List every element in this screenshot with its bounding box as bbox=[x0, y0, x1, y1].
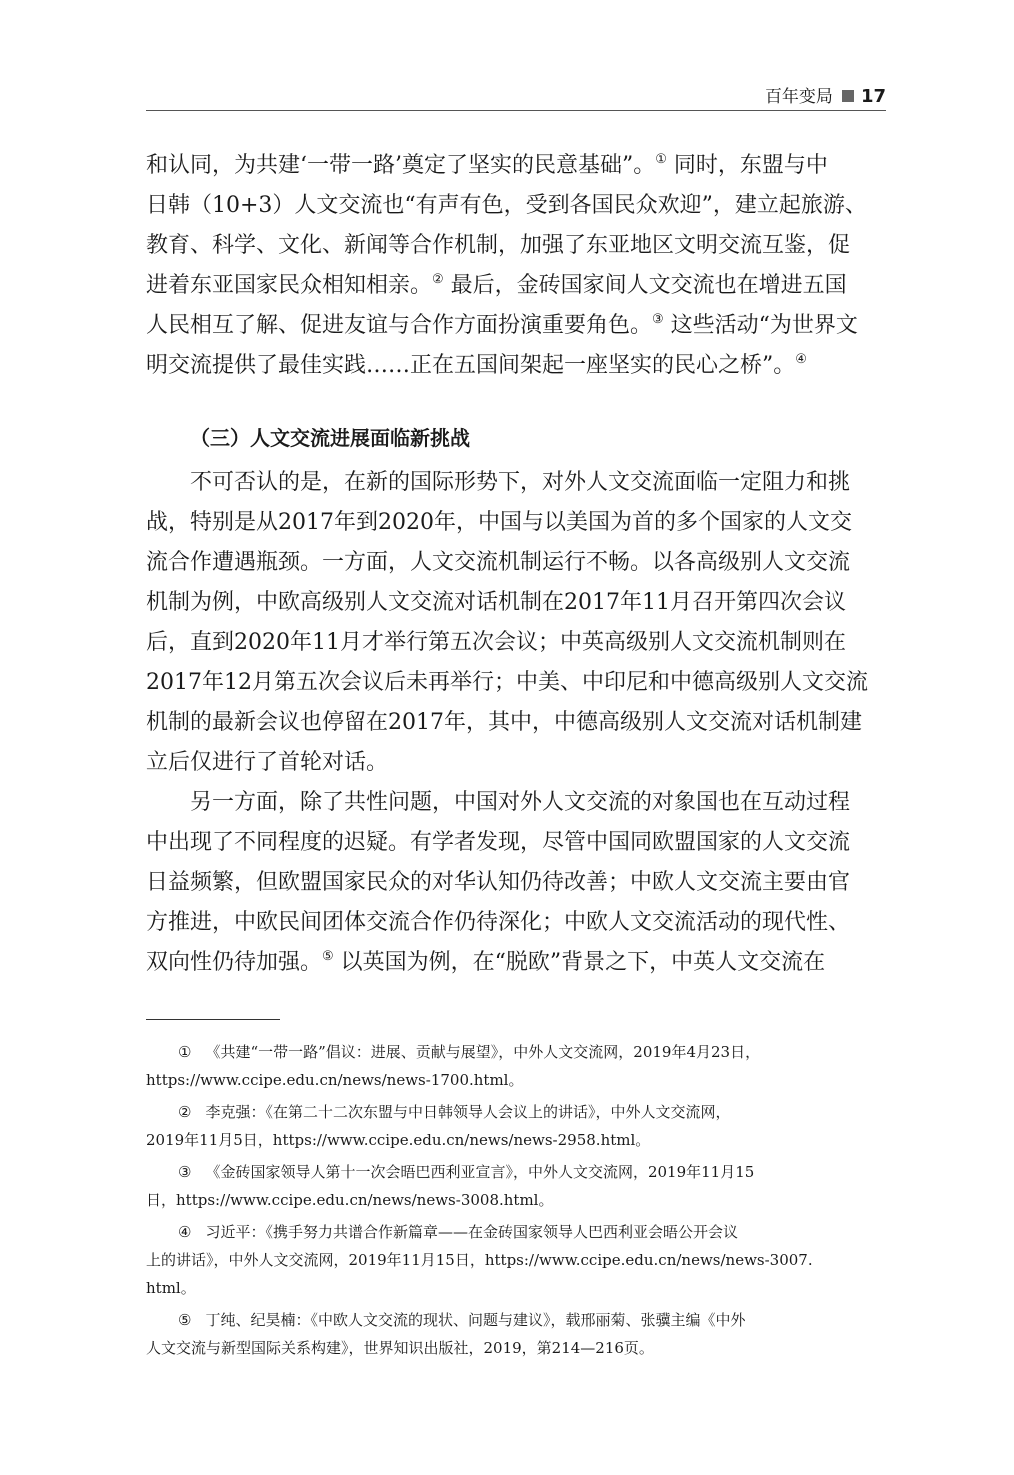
text-line bbox=[146, 266, 886, 306]
footnote-line bbox=[146, 1098, 886, 1126]
footnote-1 bbox=[146, 1038, 886, 1094]
line-text: 立后仅进行了首轮对话。 bbox=[146, 750, 389, 775]
line-text: 中出现了不同程度的迟疑。有学者发现，尽管中国同欧盟国家的人文交流 bbox=[146, 830, 851, 855]
footnote-link[interactable]: https://www.ccipe.edu.cn/news/news-1700.html。 bbox=[146, 1071, 524, 1089]
footnote-link[interactable]: 2019年11月5日，https://www.ccipe.edu.cn/news/news-2958.html。 bbox=[146, 1131, 651, 1149]
page-number: 17 bbox=[860, 86, 886, 107]
text-line bbox=[146, 743, 886, 783]
footnote-line bbox=[146, 1066, 886, 1094]
section-heading: （三）人文交流进展面临新挑战 bbox=[190, 426, 470, 450]
paragraph-2 bbox=[146, 463, 886, 783]
text-line bbox=[146, 306, 886, 346]
footnote-4 bbox=[146, 1218, 886, 1302]
line-text: 流合作遭遇瓶颈。一方面，人文交流机制运行不畅。以各高级别人文交流 bbox=[146, 550, 851, 575]
text-line bbox=[146, 463, 886, 503]
line-text: 教育、科学、文化、新闻等合作机制，加强了东亚地区文明交流互鉴，促 bbox=[146, 233, 851, 258]
line-text: 机制为例，中欧高级别人文交流对话机制在2017年11月召开第四次会议 bbox=[146, 590, 846, 615]
footnote-text: 习近平：《携手努力共谱合作新篇章——在金砖国家领导人巴西利亚会晤公开会议 bbox=[205, 1223, 738, 1241]
line-text: 以英国为例，在“脱欧”背景之下，中英人文交流在 bbox=[333, 950, 826, 975]
footnote-text: 李克强：《在第二十二次东盟与中日韩领导人会议上的讲话》，中外人文交流网， bbox=[205, 1103, 731, 1121]
footnote-text: 丁纯、纪昊楠：《中欧人文交流的现状、问题与建议》，载邢丽菊、张骥主编《中外 bbox=[205, 1311, 746, 1329]
text-line bbox=[146, 623, 886, 663]
footnote-ref-4[interactable]: ④ bbox=[795, 352, 807, 367]
text-line bbox=[146, 346, 886, 386]
footnote-line bbox=[146, 1186, 886, 1214]
footnote-line bbox=[146, 1218, 886, 1246]
line-text: 最后，金砖国家间人文交流也在增进五国 bbox=[443, 273, 847, 298]
line-text: 进着东亚国家民众相知相亲。 bbox=[146, 273, 433, 298]
line-text: 后，直到2020年11月才举行第五次会议；中英高级别人文交流机制则在 bbox=[146, 630, 846, 655]
text-line bbox=[146, 146, 886, 186]
line-text: 不可否认的是，在新的国际形势下，对外人文交流面临一定阻力和挑 bbox=[190, 470, 851, 495]
line-text: 2017年12月第五次会议后未再举行；中美、中印尼和中德高级别人文交流 bbox=[146, 670, 868, 695]
footnote-mark: ④ bbox=[178, 1223, 192, 1241]
footnote-mark: ⑤ bbox=[178, 1311, 192, 1329]
footnote-mark: ① bbox=[178, 1043, 192, 1061]
footnote-text: 《金砖国家领导人第十一次会晤巴西利亚宣言》，中外人文交流网，2019年11月15 bbox=[205, 1163, 755, 1181]
footnote-text: 人文交流与新型国际关系构建》，世界知识出版社，2019，第214—216页。 bbox=[146, 1339, 654, 1357]
footnote-ref-1[interactable]: ① bbox=[655, 152, 667, 167]
text-line bbox=[146, 703, 886, 743]
text-line bbox=[146, 663, 886, 703]
footnote-line bbox=[146, 1246, 886, 1274]
line-text: 双向性仍待加强。 bbox=[146, 950, 323, 975]
text-line bbox=[146, 863, 886, 903]
footnote-2 bbox=[146, 1098, 886, 1154]
line-text: 另一方面，除了共性问题，中国对外人文交流的对象国也在互动过程 bbox=[190, 790, 851, 815]
footnote-line bbox=[146, 1158, 886, 1186]
paragraph-1 bbox=[146, 146, 886, 386]
body-text bbox=[146, 146, 886, 386]
line-text: 和认同，为共建‘一带一路’奠定了坚实的民意基础”。 bbox=[146, 153, 656, 178]
text-line bbox=[146, 823, 886, 863]
footnote-separator bbox=[146, 1019, 280, 1020]
line-text: 机制的最新会议也停留在2017年，其中，中德高级别人文交流对话机制建 bbox=[146, 710, 862, 735]
footnote-5 bbox=[146, 1306, 886, 1362]
running-header bbox=[146, 86, 886, 111]
line-text: 同时，东盟与中 bbox=[666, 153, 828, 178]
footnote-text: html。 bbox=[146, 1279, 196, 1297]
header-inner bbox=[765, 86, 886, 108]
text-line bbox=[146, 186, 886, 226]
text-line bbox=[146, 903, 886, 943]
footnote-link[interactable]: 日，https://www.ccipe.edu.cn/news/news-3008.html。 bbox=[146, 1191, 554, 1209]
footnote-ref-2[interactable]: ② bbox=[432, 272, 444, 287]
text-line bbox=[146, 943, 886, 983]
text-line bbox=[146, 783, 886, 823]
line-text: 明交流提供了最佳实践……正在五国间架起一座坚实的民心之桥”。 bbox=[146, 353, 796, 378]
text-line bbox=[146, 583, 886, 623]
header-section-title: 百年变局 bbox=[764, 87, 833, 107]
footnote-line bbox=[146, 1274, 886, 1302]
line-text: 人民相互了解、促进友谊与合作方面扮演重要角色。 bbox=[146, 313, 653, 338]
text-line bbox=[146, 503, 886, 543]
footnote-ref-3[interactable]: ③ bbox=[652, 312, 664, 327]
square-icon bbox=[842, 90, 854, 102]
footnote-line bbox=[146, 1126, 886, 1154]
line-text: 日益频繁，但欧盟国家民众的对华认知仍待改善；中欧人文交流主要由官 bbox=[146, 870, 851, 895]
footnote-ref-5[interactable]: ⑤ bbox=[322, 949, 334, 964]
line-text: 战，特别是从2017年到2020年，中国与以美国为首的多个国家的人文交 bbox=[146, 510, 852, 535]
footnote-text: 《共建“一带一路”倡议：进展、贡献与展望》，中外人文交流网，2019年4月23日， bbox=[205, 1043, 761, 1061]
footnote-link[interactable]: 上的讲话》，中外人文交流网，2019年11月15日，https://www.ccipe.edu.cn/news/news-3007. bbox=[146, 1251, 813, 1269]
text-line bbox=[146, 543, 886, 583]
line-text: 日韩（10+3）人文交流也“有声有色，受到各国民众欢迎”，建立起旅游、 bbox=[146, 193, 867, 218]
footnote-line bbox=[146, 1306, 886, 1334]
footnotes bbox=[146, 1038, 886, 1366]
line-text: 方推进，中欧民间团体交流合作仍待深化；中欧人文交流活动的现代性、 bbox=[146, 910, 851, 935]
footnote-line bbox=[146, 1038, 886, 1066]
footnote-3 bbox=[146, 1158, 886, 1214]
footnote-line bbox=[146, 1334, 886, 1362]
text-line bbox=[146, 226, 886, 266]
footnote-mark: ② bbox=[178, 1103, 192, 1121]
line-text: 这些活动“为世界文 bbox=[663, 313, 858, 338]
footnote-mark: ③ bbox=[178, 1163, 192, 1181]
body-text-2 bbox=[146, 463, 886, 983]
paragraph-3 bbox=[146, 783, 886, 983]
